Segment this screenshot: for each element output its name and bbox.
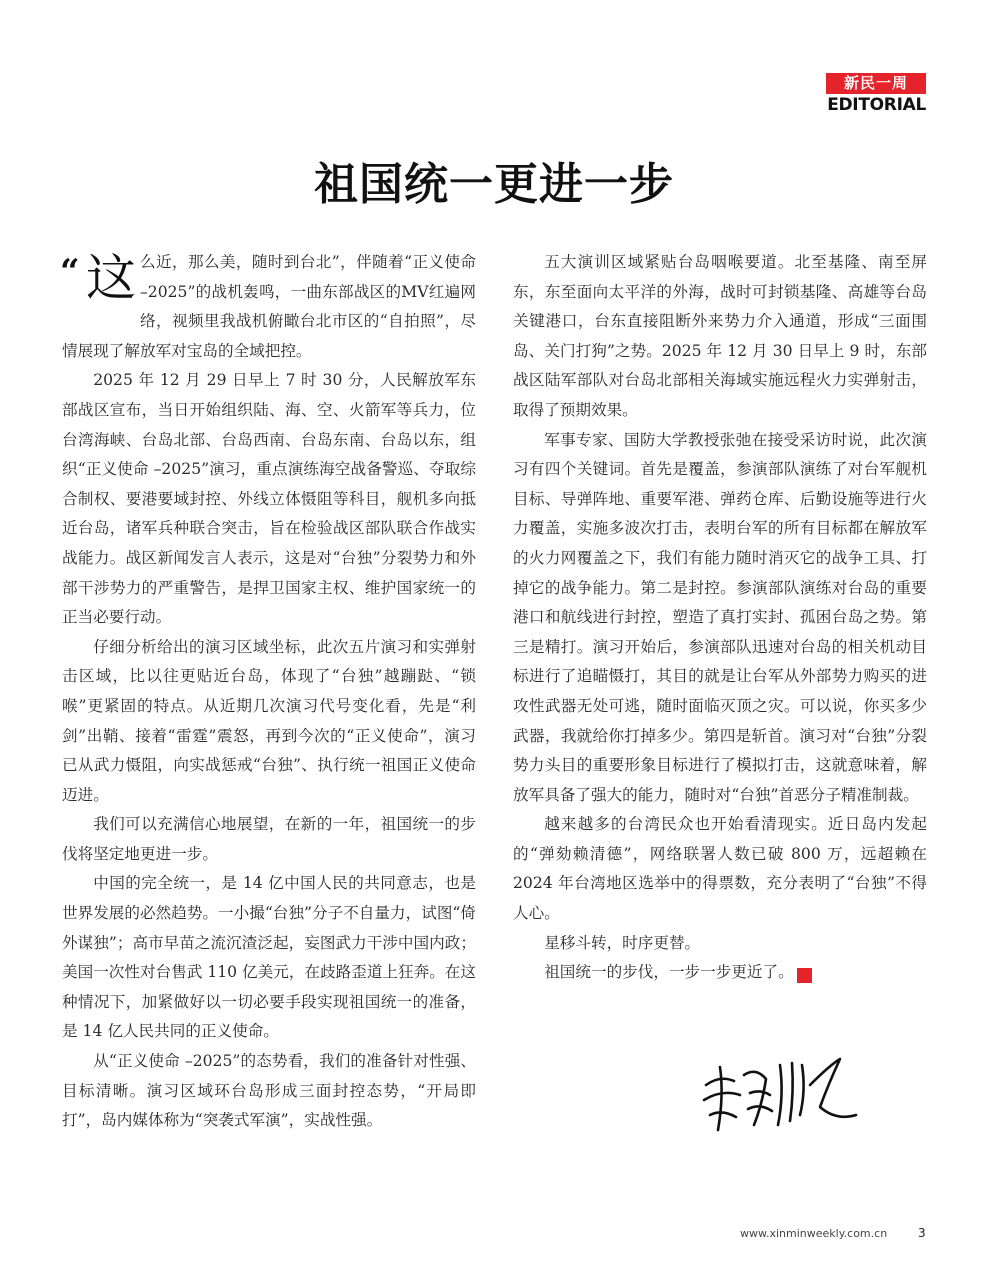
signature xyxy=(700,1045,860,1140)
drop-cap-char: 这 xyxy=(86,249,136,307)
magazine-badge xyxy=(826,73,926,116)
article-title: 祖国统一更进一步 xyxy=(314,159,674,210)
paragraph: 仔细分析给出的演习区域坐标，此次五片演习和实弹射击区域，比以往更贴近台岛，体现了“台独”越蹦跶、“锁喉”更紧固的特点。从近期几次演习代号变化看，先是“利剑”出鞘、接着“雷霆”震怒，再到今次的“正义使命”，演习已从武力慑阻，向实战惩戒“台独”、执行统一祖国正义使命迈进。 xyxy=(62,637,476,804)
page-number: 3 xyxy=(918,1226,926,1240)
left-column xyxy=(62,248,476,1136)
section-label: EDITORIAL xyxy=(827,95,926,115)
paragraph: 从“正义使命 –2025”的态势看，我们的准备针对性强、目标清晰。演习区域环台岛形成三面封控态势，“开局即打”，岛内媒体称为“突袭式军演”，实战性强。 xyxy=(62,1052,476,1130)
paragraph: 军事专家、国防大学教授张弛在接受采访时说，此次演习有四个关键词。首先是覆盖，参演部队演练了对台军舰机目标、导弹阵地、重要军港、弹药仓库、后勤设施等进行火力覆盖，实施多波次打击，表明台军的所有目标都在解放军的火力网覆盖之下，我们有能力随时消灭它的战争工具、打掉它的战争能力。第二是封控。参演部队演练对台岛的重要港口和航线进行封控，塑造了真打实封、孤困台岛之势。第三是精打。演习开始后，参演部队迅速对台岛的相关机动目标进行了追瞄慑打，其目的就是让台军从外部势力购买的进攻性武器无处可逃，随时面临灭顶之灾。可以说，你买多少武器，我就给你打掉多少。第四是斩首。演习对“台独”分裂势力头目的重要形象目标进行了模拟打击，这就意味着，解放军具备了强大的能力，随时对“台独”首恶分子精准制裁。 xyxy=(513,430,927,804)
end-mark-logo: 民 xyxy=(797,968,812,983)
paragraph-text: 么近，那么美，随时到台北”，伴随着“正义使命 –2025”的战机轰鸣，一曲东部战区的MV红遍网络，视频里我战机俯瞰台北市区的“自拍照”，尽情展现了解放军对宝岛的全域把控。 xyxy=(62,253,476,360)
magazine-name: 新民一周 xyxy=(826,73,926,94)
paragraph: 越来越多的台湾民众也开始看清现实。近日岛内发起的“弹劾赖清德”，网络联署人数已破 800 万，远超赖在 2024 年台湾地区选举中的得票数，充分表明了“台独”不得人心。 xyxy=(513,815,927,923)
website-url: www.xinminweekly.com.cn xyxy=(740,1227,888,1240)
paragraph: 我们可以充满信心地展望，在新的一年，祖国统一的步伐将坚定地更进一步。 xyxy=(62,815,476,863)
right-column xyxy=(513,248,927,988)
paragraph xyxy=(62,248,476,366)
drop-cap-quote: “ xyxy=(60,252,80,292)
paragraph-text: 祖国统一的步伐，一步一步更近了。 xyxy=(544,963,794,982)
paragraph: 2025 年 12 月 29 日早上 7 时 30 分，人民解放军东部战区宣布，当日开始组织陆、海、空、火箭军等兵力，位台湾海峡、台岛北部、台岛西南、台岛东南、台岛以东，组织“正义使命 –2025”演习，重点演练海空战备警巡、夺取综合制权、要港要域封控、外线立体慑阻等科目，舰机多向抵近台岛，诸军兵种联合突击，旨在检验战区部队联合作战实战能力。战区新闻发言人表示，这是对“台独”分裂势力和外部干涉势力的严重警告，是捍卫国家主权、维护国家统一的正当必要行动。 xyxy=(62,371,476,627)
paragraph: 星移斗转，时序更替。 xyxy=(544,933,701,952)
paragraph: 五大演训区域紧贴台岛咽喉要道。北至基隆、南至屏东，东至面向太平洋的外海，战时可封锁基隆、高雄等台岛关键港口，台东直接阻断外来势力介入通道，形成“三面围岛、关门打狗”之势。2025 年 12 月 30 日早上 9 时，东部战区陆军部队对台岛北部相关海域实施远程火力实弹射击，取得了预期效果。 xyxy=(513,253,927,419)
paragraph: 中国的完全统一，是 14 亿中国人民的共同意志，也是世界发展的必然趋势。一小撮“台独”分子不自量力，试图“倚外谋独”；高市早苗之流沉渣泛起，妄图武力干涉中国内政；美国一次性对台售武 110 亿美元，在歧路歪道上狂奔。在这种情况下，加紧做好以一切必要手段实现祖国统一的准备，是 14 亿人民共同的正义使命。 xyxy=(62,874,476,1041)
drop-cap xyxy=(60,249,136,310)
paragraph xyxy=(513,958,927,988)
